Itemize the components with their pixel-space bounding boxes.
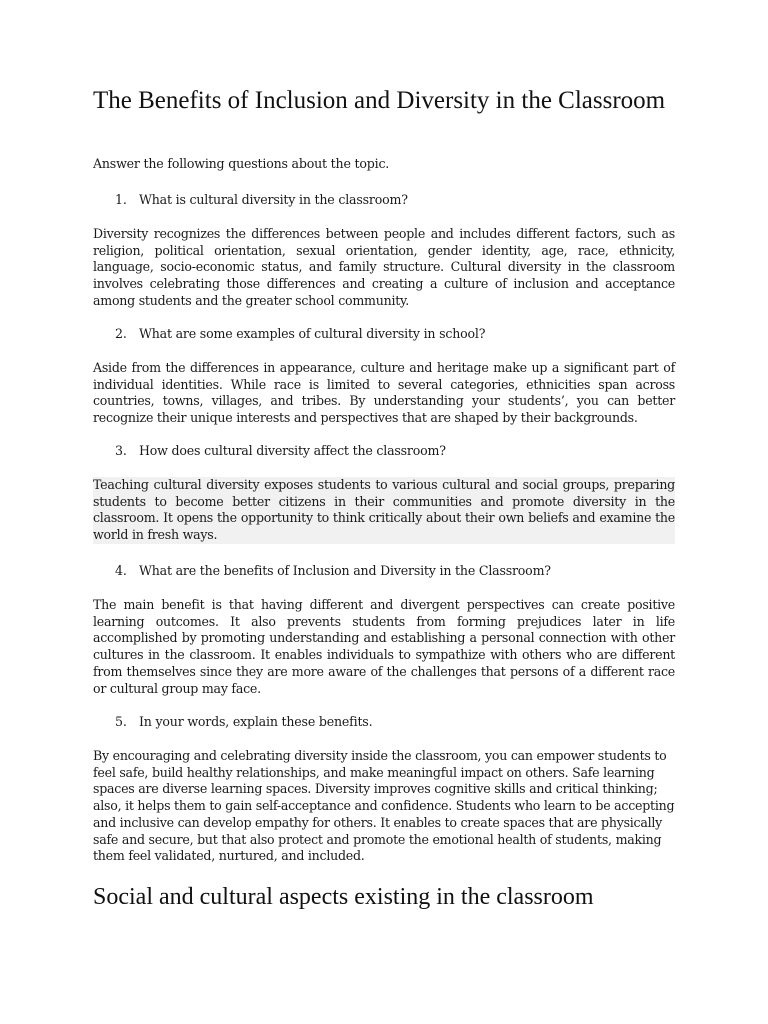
question-number: 3. bbox=[115, 443, 127, 458]
question-text: In your words, explain these benefits. bbox=[139, 714, 373, 729]
answer-5: By encouraging and celebrating diversity inside the classroom, you can empower students to feel safe, build healthy relationships, and make meaningful impact on others. Safe learning spaces are diverse learning spaces. Diversity improves cognitive skills and critical thinking; also, it helps them to gain self-acceptance and confidence. Students who learn to be accepting and inclusive can develop empathy for others. It enables to create spaces that are physically safe and secure, but that also protect and promote the emotional health of students, making them feel validated, nurtured, and included. bbox=[93, 748, 675, 864]
section-heading: Social and cultural aspects existing in the classroom bbox=[93, 884, 594, 910]
question-number: 4. bbox=[115, 563, 127, 578]
question-number: 2. bbox=[115, 326, 127, 341]
answer-1: Diversity recognizes the differences between people and includes different factors, such as religion, political orientation, sexual orientation, gender identity, age, race, ethnicity, language, socio-economic status, and family structure. Cultural diversity in the classroom involves celebrating those differences and creating a culture of inclusion and acceptance among students and the greater school community. bbox=[93, 226, 675, 308]
question-text: What is cultural diversity in the classroom? bbox=[139, 192, 408, 207]
document-title: The Benefits of Inclusion and Diversity in the Classroom bbox=[93, 87, 666, 114]
question-number: 5. bbox=[115, 714, 127, 729]
question-text: How does cultural diversity affect the classroom? bbox=[139, 443, 446, 458]
question-number: 1. bbox=[115, 192, 127, 207]
question-text: What are the benefits of Inclusion and Diversity in the Classroom? bbox=[139, 563, 551, 578]
answer-3: Teaching cultural diversity exposes students to various cultural and social groups, preparing students to become better citizens in their communities and promote diversity in the classroom. It opens the opportunity to think critically about their own beliefs and examine the world in fresh ways. bbox=[93, 477, 675, 543]
intro-instruction: Answer the following questions about the topic. bbox=[93, 156, 390, 171]
answer-2: Aside from the differences in appearance, culture and heritage make up a significant part of individual identities. While race is limited to several categories, ethnicities span across countries, towns, villages, and tribes. By understanding your students’, you can better recognize their unique interests and perspectives that are shaped by their backgrounds. bbox=[93, 360, 675, 426]
question-text: What are some examples of cultural diversity in school? bbox=[139, 326, 486, 341]
answer-4: The main benefit is that having different and divergent perspectives can create positive learning outcomes. It also prevents students from forming prejudices later in life accomplished by promoting understanding and establishing a personal connection with other cultures in the classroom. It enables individuals to sympathize with others who are different from themselves since they are more aware of the challenges that persons of a different race or cultural group may face. bbox=[93, 597, 675, 696]
